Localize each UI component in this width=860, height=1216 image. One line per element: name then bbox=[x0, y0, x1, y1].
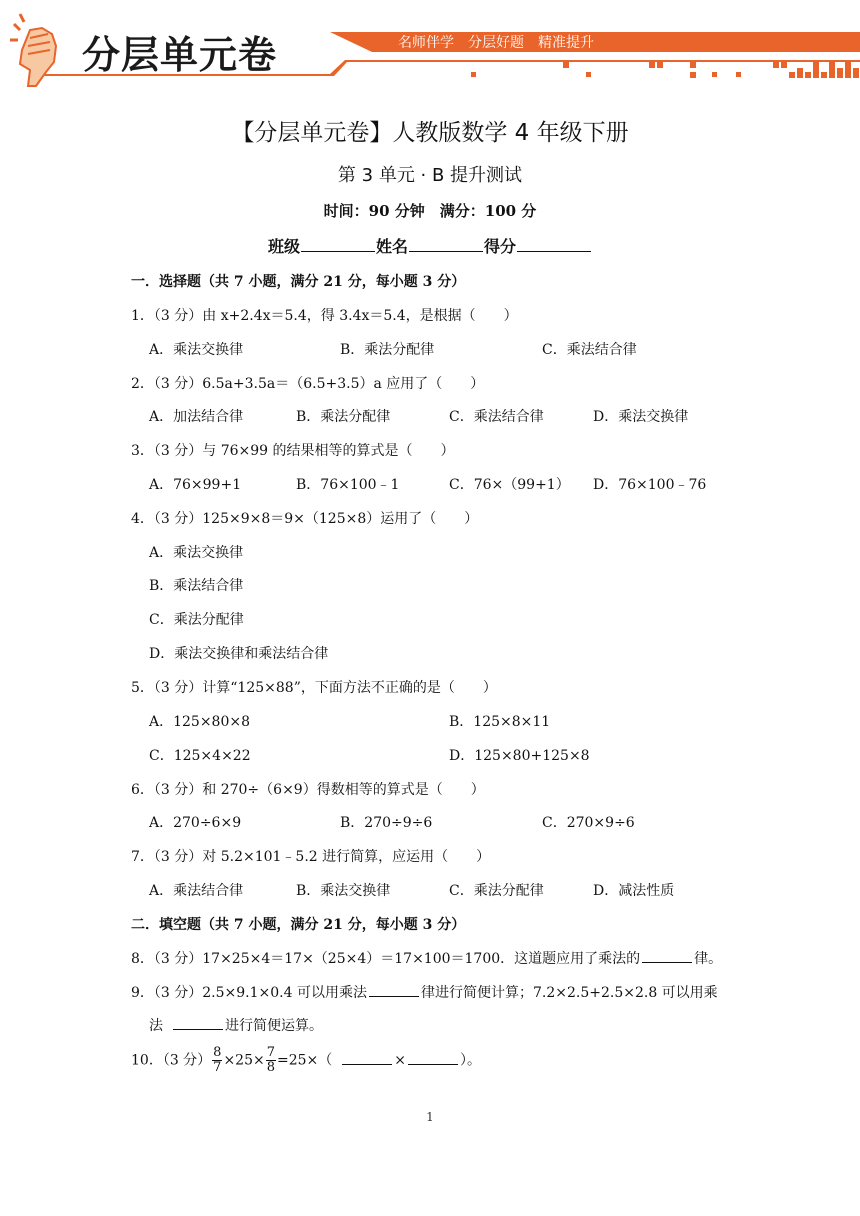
question-9-line-2 bbox=[149, 1015, 323, 1035]
q6-option-c: C．270×9÷6 bbox=[542, 815, 635, 831]
name-label: 姓名 bbox=[375, 237, 408, 256]
q8-blank[interactable] bbox=[642, 950, 692, 963]
q3-option-c: C．76×（99+1） bbox=[449, 477, 570, 493]
score-blank[interactable] bbox=[517, 237, 591, 252]
class-label: 班级 bbox=[267, 237, 300, 256]
q10-times: × bbox=[394, 1052, 407, 1069]
q7-option-b: B．乘法交换律 bbox=[296, 883, 391, 899]
q6-option-a: A．270÷6×9 bbox=[149, 815, 242, 831]
q6-option-b: B．270÷9÷6 bbox=[340, 815, 433, 831]
class-blank[interactable] bbox=[301, 237, 375, 252]
q8-text-end: 律。 bbox=[694, 951, 723, 967]
question-9 bbox=[131, 982, 718, 1002]
section-2-heading: 二．填空题（共 7 小题，满分 21 分，每小题 3 分） bbox=[131, 917, 466, 933]
doc-subtitle: 第 3 单元 · B 提升测试 bbox=[337, 165, 523, 186]
q1-option-c: C．乘法结合律 bbox=[542, 342, 637, 358]
q1-option-a: A．乘法交换律 bbox=[149, 342, 244, 358]
q1-option-b: B．乘法分配律 bbox=[340, 342, 435, 358]
q5-option-d: D．125×80+125×8 bbox=[449, 748, 590, 764]
question-4: 4．（3 分）125×9×8＝9×（125×8）运用了（ ） bbox=[131, 511, 479, 527]
q2-option-d: D．乘法交换律 bbox=[593, 409, 689, 425]
question-10 bbox=[131, 1046, 481, 1075]
q5-option-c: C．125×4×22 bbox=[149, 748, 251, 764]
q9-blank-2[interactable] bbox=[173, 1017, 223, 1030]
q4-option-a: A．乘法交换律 bbox=[149, 545, 244, 561]
student-info-line bbox=[0, 234, 860, 257]
question-5: 5．（3 分）计算“125×88”，下面方法不正确的是（ ） bbox=[131, 680, 497, 696]
q10-end: ）。 bbox=[460, 1052, 482, 1069]
question-3: 3．（3 分）与 76×99 的结果相等的算式是（ ） bbox=[131, 443, 455, 459]
fraction-numerator: 7 bbox=[266, 1045, 276, 1060]
q2-option-b: B．乘法分配律 bbox=[296, 409, 391, 425]
q3-option-d: D．76×100﹣76 bbox=[593, 477, 707, 493]
q4-option-c: C．乘法分配律 bbox=[149, 612, 244, 628]
q5-option-a: A．125×80×8 bbox=[149, 714, 251, 730]
fraction-8-7 bbox=[212, 1046, 222, 1075]
brand-title: 分层单元卷 bbox=[82, 33, 278, 77]
doc-title: 【分层单元卷】人教版数学 4 年级下册 bbox=[231, 120, 629, 146]
question-2: 2．（3 分）6.5a+3.5a＝（6.5+3.5）a 应用了（ ） bbox=[131, 376, 485, 392]
q8-text: 8．（3 分）17×25×4＝17×（25×4）＝17×100＝1700．这道题应用了乘法的 bbox=[131, 951, 641, 967]
time-score-line: 时间：90 分钟 满分：100 分 bbox=[323, 202, 537, 220]
q9-blank-1[interactable] bbox=[369, 984, 419, 997]
q2-option-c: C．乘法结合律 bbox=[449, 409, 544, 425]
section-1-heading: 一．选择题（共 7 小题，满分 21 分，每小题 3 分） bbox=[131, 274, 466, 290]
q4-option-d: D．乘法交换律和乘法结合律 bbox=[149, 646, 329, 662]
q4-option-b: B．乘法结合律 bbox=[149, 578, 244, 594]
q7-option-d: D．减法性质 bbox=[593, 883, 675, 899]
question-1: 1．（3 分）由 x+2.4x＝5.4，得 3.4x＝5.4，是根据（ ） bbox=[131, 308, 518, 324]
q3-option-a: A．76×99+1 bbox=[149, 477, 242, 493]
question-6: 6．（3 分）和 270÷（6×9）得数相等的算式是（ ） bbox=[131, 782, 485, 798]
q7-option-c: C．乘法分配律 bbox=[449, 883, 544, 899]
q9-text-end: 进行简便运算。 bbox=[225, 1018, 323, 1034]
question-7: 7．（3 分）对 5.2×101﹣5.2 进行简算，应运用（ ） bbox=[131, 849, 491, 865]
q9-text-mid: 律进行简便计算；7.2×2.5+2.5×2.8 可以用乘 bbox=[420, 985, 718, 1001]
q2-option-a: A．加法结合律 bbox=[149, 409, 244, 425]
fraction-7-8 bbox=[266, 1046, 276, 1075]
q7-option-a: A．乘法结合律 bbox=[149, 883, 244, 899]
header-banner bbox=[0, 0, 860, 100]
question-8 bbox=[131, 948, 722, 968]
fraction-numerator: 8 bbox=[213, 1045, 222, 1060]
page-number: 1 bbox=[426, 1110, 434, 1124]
fraction-denominator: 8 bbox=[266, 1060, 276, 1075]
q10-mid-2: =25×（ bbox=[277, 1052, 333, 1069]
q9-text-2: 法 bbox=[149, 1018, 163, 1034]
q10-blank-2[interactable] bbox=[408, 1052, 458, 1065]
score-label: 得分 bbox=[484, 237, 517, 256]
q10-blank-1[interactable] bbox=[342, 1052, 392, 1065]
q10-mid-1: ×25× bbox=[223, 1052, 265, 1069]
fraction-denominator: 7 bbox=[213, 1060, 222, 1075]
q5-option-b: B．125×8×11 bbox=[449, 714, 551, 730]
q9-text: 9．（3 分）2.5×9.1×0.4 可以用乘法 bbox=[131, 985, 367, 1001]
q3-option-b: B．76×100﹣1 bbox=[296, 477, 400, 493]
name-blank[interactable] bbox=[409, 237, 483, 252]
brand-slogan: 名师伴学 分层好题 精准提升 bbox=[398, 35, 594, 51]
q10-prefix: 10．（3 分） bbox=[131, 1052, 212, 1069]
